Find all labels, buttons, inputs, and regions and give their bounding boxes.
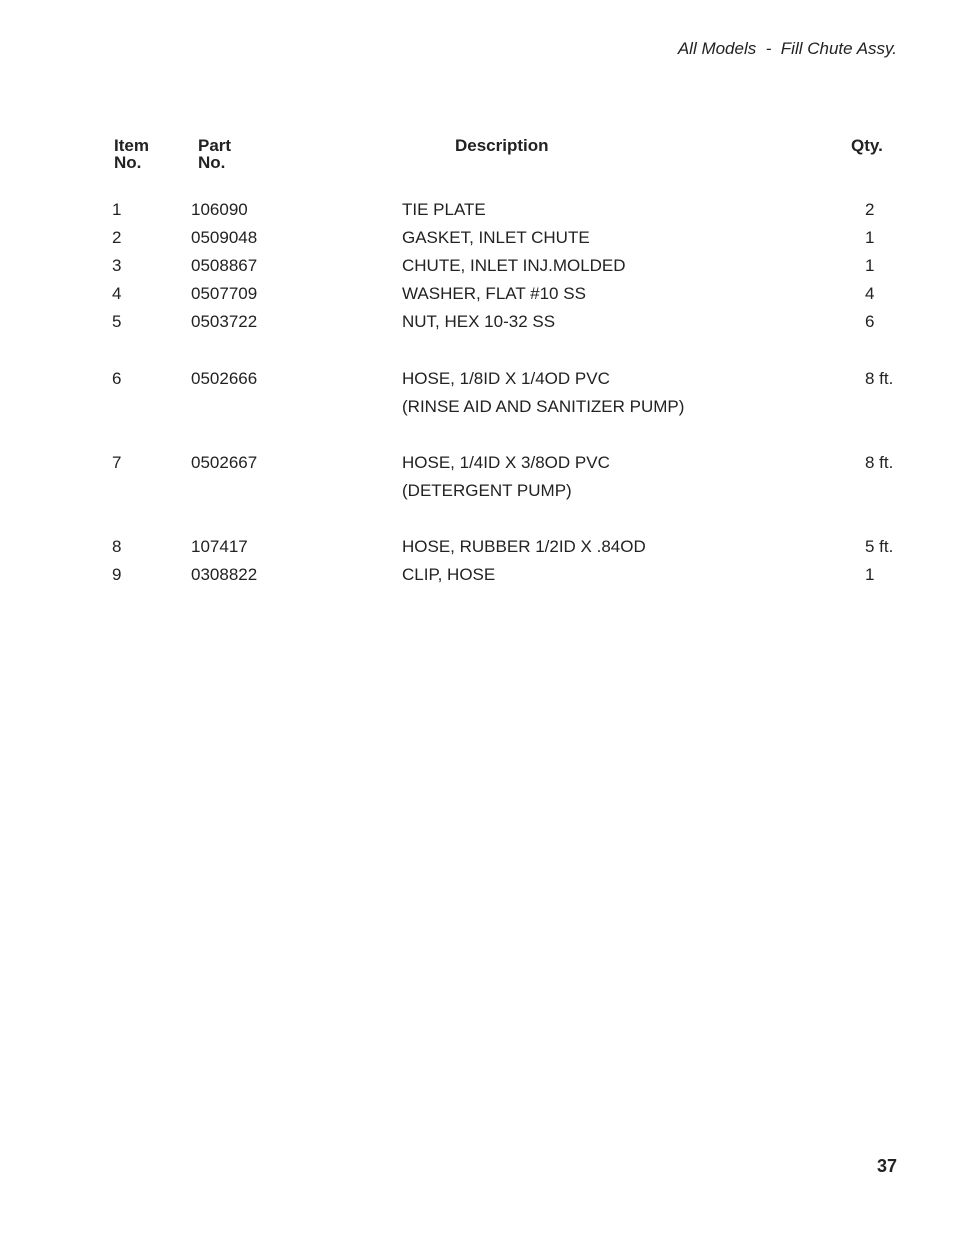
part-number: 0308822 [191, 565, 258, 584]
part-number: 0502667 [191, 453, 258, 472]
column-header-item-no [114, 137, 149, 171]
running-header: All Models - Fill Chute Assy. [677, 39, 897, 58]
part-description: WASHER, FLAT #10 SS [402, 284, 586, 303]
column-header-qty-text: Qty. [851, 136, 883, 155]
item-number: 7 [112, 453, 122, 472]
column-header-item-line1: Item [114, 136, 149, 155]
item-number: 8 [112, 537, 122, 556]
part-description: HOSE, 1/4ID X 3/8OD PVC [402, 453, 610, 472]
column-header-part-line2: No. [198, 153, 226, 172]
column-header-item-line2: No. [114, 153, 142, 172]
item-number: 5 [112, 312, 122, 331]
item-number: 1 [112, 200, 122, 219]
column-header-part-no [198, 137, 231, 171]
part-quantity: 8 ft. [865, 369, 894, 388]
part-description: HOSE, RUBBER 1/2ID X .84OD [402, 537, 646, 556]
column-header-description [455, 137, 549, 154]
part-number: 107417 [191, 537, 248, 556]
part-number: 0508867 [191, 256, 258, 275]
part-quantity: 4 [865, 284, 875, 303]
part-description: TIE PLATE [402, 200, 486, 219]
part-description: GASKET, INLET CHUTE [402, 228, 590, 247]
column-header-part-line1: Part [198, 136, 232, 155]
part-description: CLIP, HOSE [402, 565, 496, 584]
part-quantity: 1 [865, 565, 875, 584]
part-quantity: 6 [865, 312, 875, 331]
part-description-note: (RINSE AID AND SANITIZER PUMP) [402, 397, 685, 416]
item-number: 9 [112, 565, 122, 584]
part-quantity: 1 [865, 228, 875, 247]
part-description: CHUTE, INLET INJ.MOLDED [402, 256, 626, 275]
part-quantity: 8 ft. [865, 453, 894, 472]
column-header-qty [851, 137, 883, 154]
part-number: 0507709 [191, 284, 258, 303]
part-number: 106090 [191, 200, 248, 219]
page-number: 37 [876, 1156, 897, 1176]
column-header-description-text: Description [455, 136, 549, 155]
part-description: NUT, HEX 10-32 SS [402, 312, 556, 331]
part-description: HOSE, 1/8ID X 1/4OD PVC [402, 369, 610, 388]
part-number: 0502666 [191, 369, 258, 388]
item-number: 2 [112, 228, 122, 247]
part-quantity: 1 [865, 256, 875, 275]
item-number: 6 [112, 369, 122, 388]
item-number: 3 [112, 256, 122, 275]
part-quantity: 5 ft. [865, 537, 894, 556]
part-number: 0509048 [191, 228, 258, 247]
part-description-note: (DETERGENT PUMP) [402, 481, 572, 500]
part-number: 0503722 [191, 312, 258, 331]
part-quantity: 2 [865, 200, 875, 219]
item-number: 4 [112, 284, 122, 303]
